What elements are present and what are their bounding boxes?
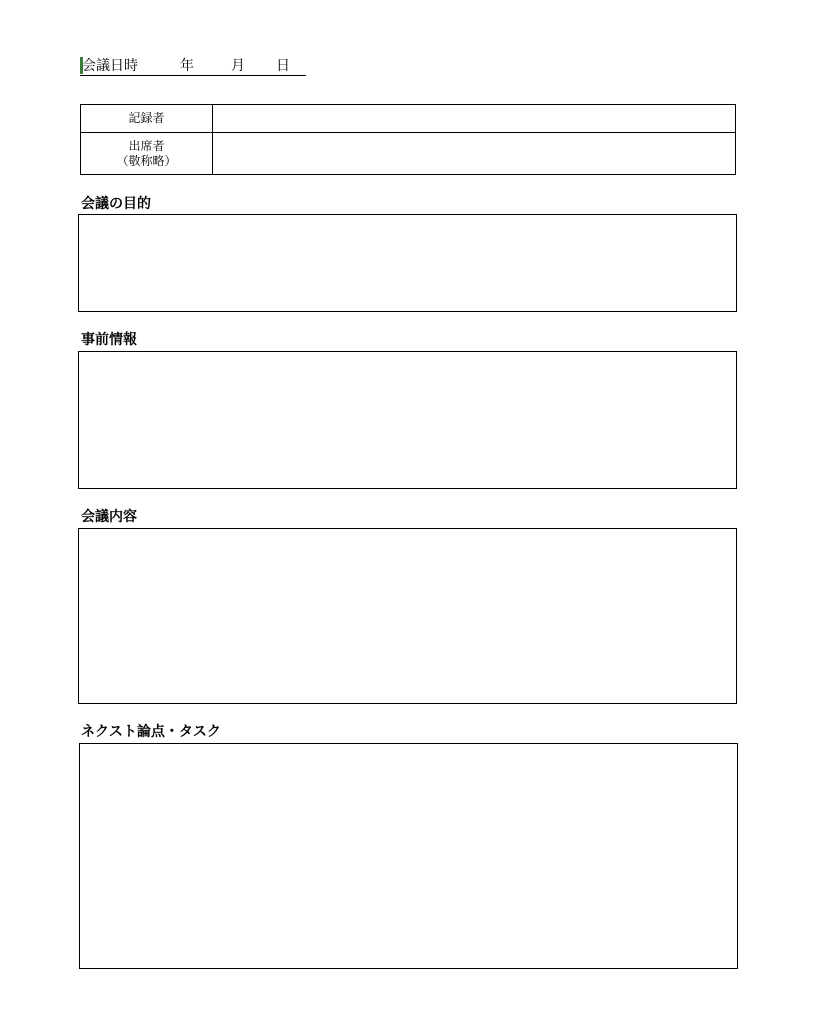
meeting-content-box[interactable] [78,528,737,704]
attendees-label-line2: （敬称略） [116,153,177,168]
next-points-heading: ネクスト論点・タスク [81,724,221,740]
month-label: 月 [231,58,245,74]
recorder-value-cell[interactable] [213,105,736,133]
meeting-datetime-label: 会議日時 [82,58,138,74]
prior-info-heading: 事前情報 [81,332,137,348]
meeting-datetime-row[interactable] [80,57,306,76]
recorder-label-text: 記録者 [128,111,165,125]
prior-info-box[interactable] [78,351,737,489]
attendees-label [81,133,213,175]
recorder-label [81,105,213,133]
attendees-label-line1: 出席者 [128,138,165,153]
info-table [80,104,736,175]
purpose-heading: 会議の目的 [81,196,151,212]
attendees-row [81,133,736,175]
day-label: 日 [276,58,290,74]
attendees-value-cell[interactable] [213,133,736,175]
meeting-content-heading: 会議内容 [81,509,137,525]
recorder-row [81,105,736,133]
next-points-box[interactable] [79,743,738,969]
purpose-box[interactable] [78,214,737,312]
year-label: 年 [180,58,194,74]
